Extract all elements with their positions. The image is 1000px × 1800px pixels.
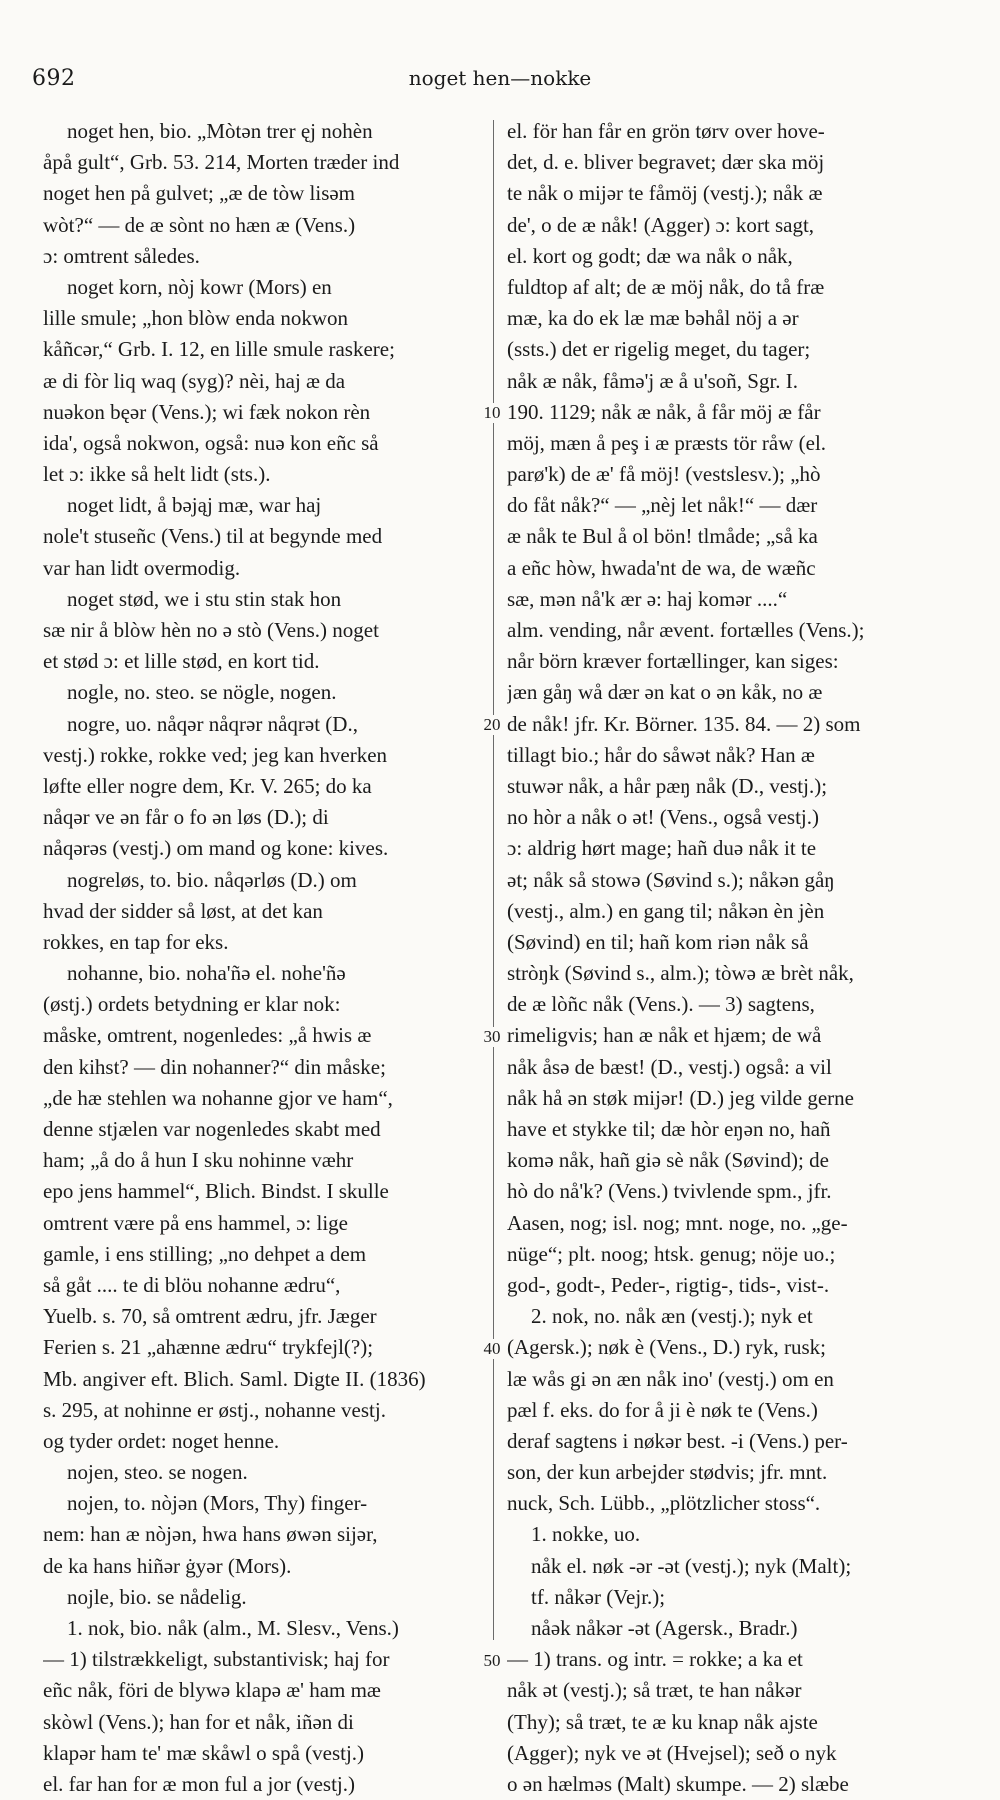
- text-line: ida', også nokwon, også: nuə kon eñc så: [43, 430, 379, 455]
- text-line: fuldtop af alt; de æ möj nåk, do tå fræ: [507, 274, 825, 299]
- text-line: (Thy); så træt, te æ ku knap nåk ajste: [507, 1709, 818, 1734]
- text-line: möj, mæn å peş i æ præsts tör råw (el.: [507, 430, 827, 455]
- text-line: — 1) tilstrækkeligt, substantivisk; haj for: [43, 1647, 390, 1672]
- text-line: åpå gult“, Grb. 53. 214, Morten træder ind: [43, 150, 400, 175]
- text-line: nojen, steo. se nogen.: [67, 1460, 248, 1485]
- text-line: var han lidt overmodig.: [43, 555, 241, 580]
- right-column: [507, 116, 947, 1800]
- line-number: 50: [478, 1651, 506, 1671]
- text-line: ət; nåk så stowə (Søvind s.); nåkən gåŋ: [507, 867, 835, 892]
- text-line: (ssts.) det er rigelig meget, du tager;: [507, 337, 811, 362]
- text-line: denne stjælen var nogenledes skabt med: [43, 1117, 381, 1141]
- text-line: epo jens hammel“, Blich. Bindst. I skulle: [43, 1179, 389, 1204]
- text-line: parø'k) de æ' få möj! (vestslesv.); „hò: [507, 462, 821, 487]
- text-line: o ən hælməs (Malt) skumpe. — 2) slæbe: [507, 1771, 849, 1796]
- column-divider: [493, 120, 494, 1640]
- text-line: de', o de æ nåk! (Agger) ɔ: kort sagt,: [507, 212, 815, 237]
- text-line: og tyder ordet: noget henne.: [43, 1428, 280, 1453]
- line-number: 20: [478, 715, 506, 735]
- text-line: omtrent være på ens hammel, ɔ: lige: [43, 1210, 348, 1235]
- page-number: 692: [32, 66, 76, 91]
- text-line: 190. 1129; nåk æ nåk, å får möj æ får: [507, 399, 821, 424]
- text-line: vestj.) rokke, rokke ved; jeg kan hverken: [43, 742, 388, 767]
- line-number: 40: [478, 1339, 506, 1359]
- text-line: noget stød, we i stu stin stak hon: [67, 586, 342, 611]
- text-line: te nåk o mijər te fåmöj (vestj.); nåk æ: [507, 181, 823, 206]
- text-line: ɔ: aldrig hørt mage; hañ duə nåk it te: [507, 836, 817, 861]
- text-line: så gåt .... te di blöu nohanne ædru“,: [43, 1272, 341, 1297]
- text-line: do fåt nåk?“ — „nèj let nåk!“ — dær: [507, 493, 818, 518]
- text-line: 1. nokke, uo.: [531, 1522, 641, 1547]
- text-line: skòwl (Vens.); han for et nåk, iñən di: [43, 1709, 354, 1734]
- text-line: nåk æ nåk, fåmə'j æ å u'soñ, Sgr. I.: [507, 368, 799, 393]
- text-line: den kihst? — din nohanner?“ din måske;: [43, 1054, 386, 1079]
- text-line: nuck, Sch. Lübb., „plötzlicher stoss“.: [507, 1491, 821, 1516]
- text-line: de nåk! jfr. Kr. Börner. 135. 84. — 2) som: [507, 711, 861, 736]
- text-line: 1. nok, bio. nåk (alm., M. Slesv., Vens.): [67, 1616, 399, 1640]
- text-line: nåqərəs (vestj.) om mand og kone: kives.: [43, 836, 389, 861]
- line-number: 10: [478, 403, 506, 423]
- page-header: [0, 62, 1000, 92]
- text-line: jæn gåŋ wå dær ən kat o ən kåk, no æ: [507, 680, 823, 705]
- text-line: nogre, uo. nåqər nåqrər nåqrət (D.,: [67, 711, 358, 736]
- text-line: et stød ɔ: et lille stød, en kort tid.: [43, 649, 320, 674]
- text-line: nåk el. nøk -ər -ət (vestj.); nyk (Malt);: [531, 1553, 852, 1578]
- text-line: stuwər nåk, a hår pæŋ nåk (D., vestj.);: [507, 773, 828, 798]
- text-line: Mb. angiver eft. Blich. Saml. Digte II. (1836): [43, 1366, 426, 1391]
- text-line: nole't stuseñc (Vens.) til at begynde med: [43, 524, 383, 549]
- text-line: ɔ: omtrent således.: [43, 243, 200, 268]
- text-line: rimeligvis; han æ nåk et hjæm; de wå: [507, 1023, 822, 1048]
- text-line: nåək nåkər -ət (Agersk., Bradr.): [531, 1616, 798, 1640]
- text-line: nåk åsə de bæst! (D., vestj.) også: a vil: [507, 1054, 832, 1079]
- text-line: gamle, i ens stilling; „no dehpet a dem: [43, 1241, 367, 1266]
- text-line: nojle, bio. se nådelig.: [67, 1584, 247, 1609]
- text-line: el. för han får en grön tørv over hove-: [507, 119, 825, 143]
- text-line: nåk hå ən støk mijər! (D.) jeg vilde gerne: [507, 1085, 854, 1110]
- text-line: klapər ham te' mæ skåwl o spå (vestj.): [43, 1740, 365, 1765]
- text-line: stròŋk (Søvind s., alm.); tòwə æ brèt nåk,: [507, 961, 854, 986]
- text-line: a eñc hòw, hwada'nt de wa, de wæñc: [507, 555, 816, 580]
- text-line: el. far han for æ mon ful a jor (vestj.): [43, 1771, 355, 1796]
- text-line: (Agger); nyk ve ət (Hvejsel); seð o nyk: [507, 1740, 837, 1765]
- text-line: noget korn, nòj kowr (Mors) en: [67, 274, 332, 299]
- text-line: 2. nok, no. nåk æn (vestj.); nyk et: [531, 1304, 813, 1329]
- text-line: god-, godt-, Peder-, rigtig-, tids-, vist-.: [507, 1272, 830, 1297]
- text-line: mæ, ka do ek læ mæ bəhål nöj a ər: [507, 306, 799, 331]
- text-line: nem: han æ nòjən, hwa hans øwən sijər,: [43, 1522, 378, 1547]
- text-line: deraf sagtens i nøkər best. -i (Vens.) per-: [507, 1428, 848, 1453]
- text-line: hvad der sidder så løst, at det kan: [43, 898, 323, 923]
- text-line: lille smule; „hon blòw enda nokwon: [43, 306, 349, 331]
- text-line: eñc nåk, föri de blywə klapə æ' ham mæ: [43, 1678, 381, 1703]
- text-line: når börn kræver fortællinger, kan siges:: [507, 649, 839, 674]
- text-line: sæ, mən nå'k ær ə: haj komər ....“: [507, 586, 788, 611]
- text-line: noget hen, bio. „Mòtən trer ęj nohèn: [67, 119, 373, 143]
- text-line: — 1) trans. og intr. = rokke; a ka et: [507, 1647, 803, 1672]
- text-line: (østj.) ordets betydning er klar nok:: [43, 992, 341, 1017]
- text-line: de ka hans hiñər ġyər (Mors).: [43, 1553, 292, 1578]
- line-number: 30: [478, 1027, 506, 1047]
- text-line: måske, omtrent, nogenledes: „å hwis æ: [43, 1023, 372, 1048]
- text-line: s. 295, at nohinne er østj., nohanne vestj.: [43, 1397, 386, 1422]
- text-line: let ɔ: ikke så helt lidt (sts.).: [43, 462, 271, 487]
- text-line: (Søvind) en til; hañ kom riən nåk så: [507, 929, 809, 954]
- text-line: æ nåk te Bul å ol bön! tlmåde; „så ka: [507, 524, 818, 549]
- text-line: løfte eller nogre dem, Kr. V. 265; do ka: [43, 773, 372, 798]
- text-line: „de hæ stehlen wa nohanne gjor ve ham“,: [43, 1085, 393, 1110]
- text-line: (Agersk.); nøk è (Vens., D.) ryk, rusk;: [507, 1335, 827, 1360]
- text-line: pæl f. eks. do for å ji è nøk te (Vens.): [507, 1397, 818, 1422]
- text-line: nogreløs, to. bio. nåqərløs (D.) om: [67, 867, 357, 892]
- text-line: kåñcər,“ Grb. I. 12, en lille smule raskere;: [43, 337, 395, 362]
- text-line: nuəkon bęər (Vens.); wi fæk nokon rèn: [43, 399, 371, 424]
- text-line: nüge“; plt. noog; htsk. genug; nöje uo.;: [507, 1241, 836, 1266]
- text-line: æ di fòr liq waq (syg)? nèi, haj æ da: [43, 368, 346, 393]
- text-line: nogle, no. steo. se nögle, nogen.: [67, 680, 337, 705]
- text-line: tillagt bio.; hår do såwət nåk? Han æ: [507, 742, 815, 767]
- text-line: tf. nåkər (Vejr.);: [531, 1584, 666, 1609]
- text-line: nåqər ve ən får o fo ən løs (D.); di: [43, 805, 329, 830]
- text-line: ham; „å do å hun I sku nohinne væhr: [43, 1148, 354, 1173]
- text-line: nojen, to. nòjən (Mors, Thy) finger-: [67, 1491, 368, 1516]
- text-line: komə nåk, hañ giə sè nåk (Søvind); de: [507, 1148, 829, 1173]
- text-line: noget lidt, å bəjąj mæ, war haj: [67, 493, 322, 518]
- text-line: nåk ət (vestj.); så træt, te han nåkər: [507, 1678, 802, 1703]
- text-line: Yuelb. s. 70, så omtrent ædru, jfr. Jæger: [43, 1304, 377, 1329]
- text-line: alm. vending, når ævent. fortælles (Vens.);: [507, 618, 865, 642]
- text-line: (vestj., alm.) en gang til; nåkən èn jèn: [507, 898, 825, 923]
- text-line: el. kort og godt; dæ wa nåk o nåk,: [507, 243, 793, 268]
- text-line: nohanne, bio. noha'ñə el. nohe'ñə: [67, 961, 346, 986]
- text-line: rokkes, en tap for eks.: [43, 929, 229, 954]
- text-line: sæ nir å blòw hèn no ə stò (Vens.) noget: [43, 618, 379, 642]
- text-line: no hòr a nåk o ət! (Vens., også vestj.): [507, 805, 820, 830]
- text-line: det, d. e. bliver begravet; dær ska möj: [507, 150, 825, 175]
- text-line: Ferien s. 21 „ahænne ædru“ trykfejl(?);: [43, 1335, 374, 1360]
- text-line: Aasen, nog; isl. nog; mnt. noge, no. „ge-: [507, 1210, 848, 1235]
- running-head: noget hen—nokke: [408, 66, 592, 90]
- text-line: de æ lòñc nåk (Vens.). — 3) sagtens,: [507, 992, 815, 1017]
- left-column: [43, 116, 483, 1800]
- text-line: have et stykke til; dæ hòr eŋən no, hañ: [507, 1117, 831, 1141]
- text-line: hò do nå'k? (Vens.) tvivlende spm., jfr.: [507, 1179, 832, 1204]
- text-line: wòt?“ — de æ sònt no hæn æ (Vens.): [43, 212, 356, 237]
- text-line: son, der kun arbejder stødvis; jfr. mnt.: [507, 1460, 828, 1485]
- text-line: læ wås gi ən æn nåk ino' (vestj.) om en: [507, 1366, 834, 1391]
- text-line: noget hen på gulvet; „æ de tòw lisəm: [43, 181, 356, 206]
